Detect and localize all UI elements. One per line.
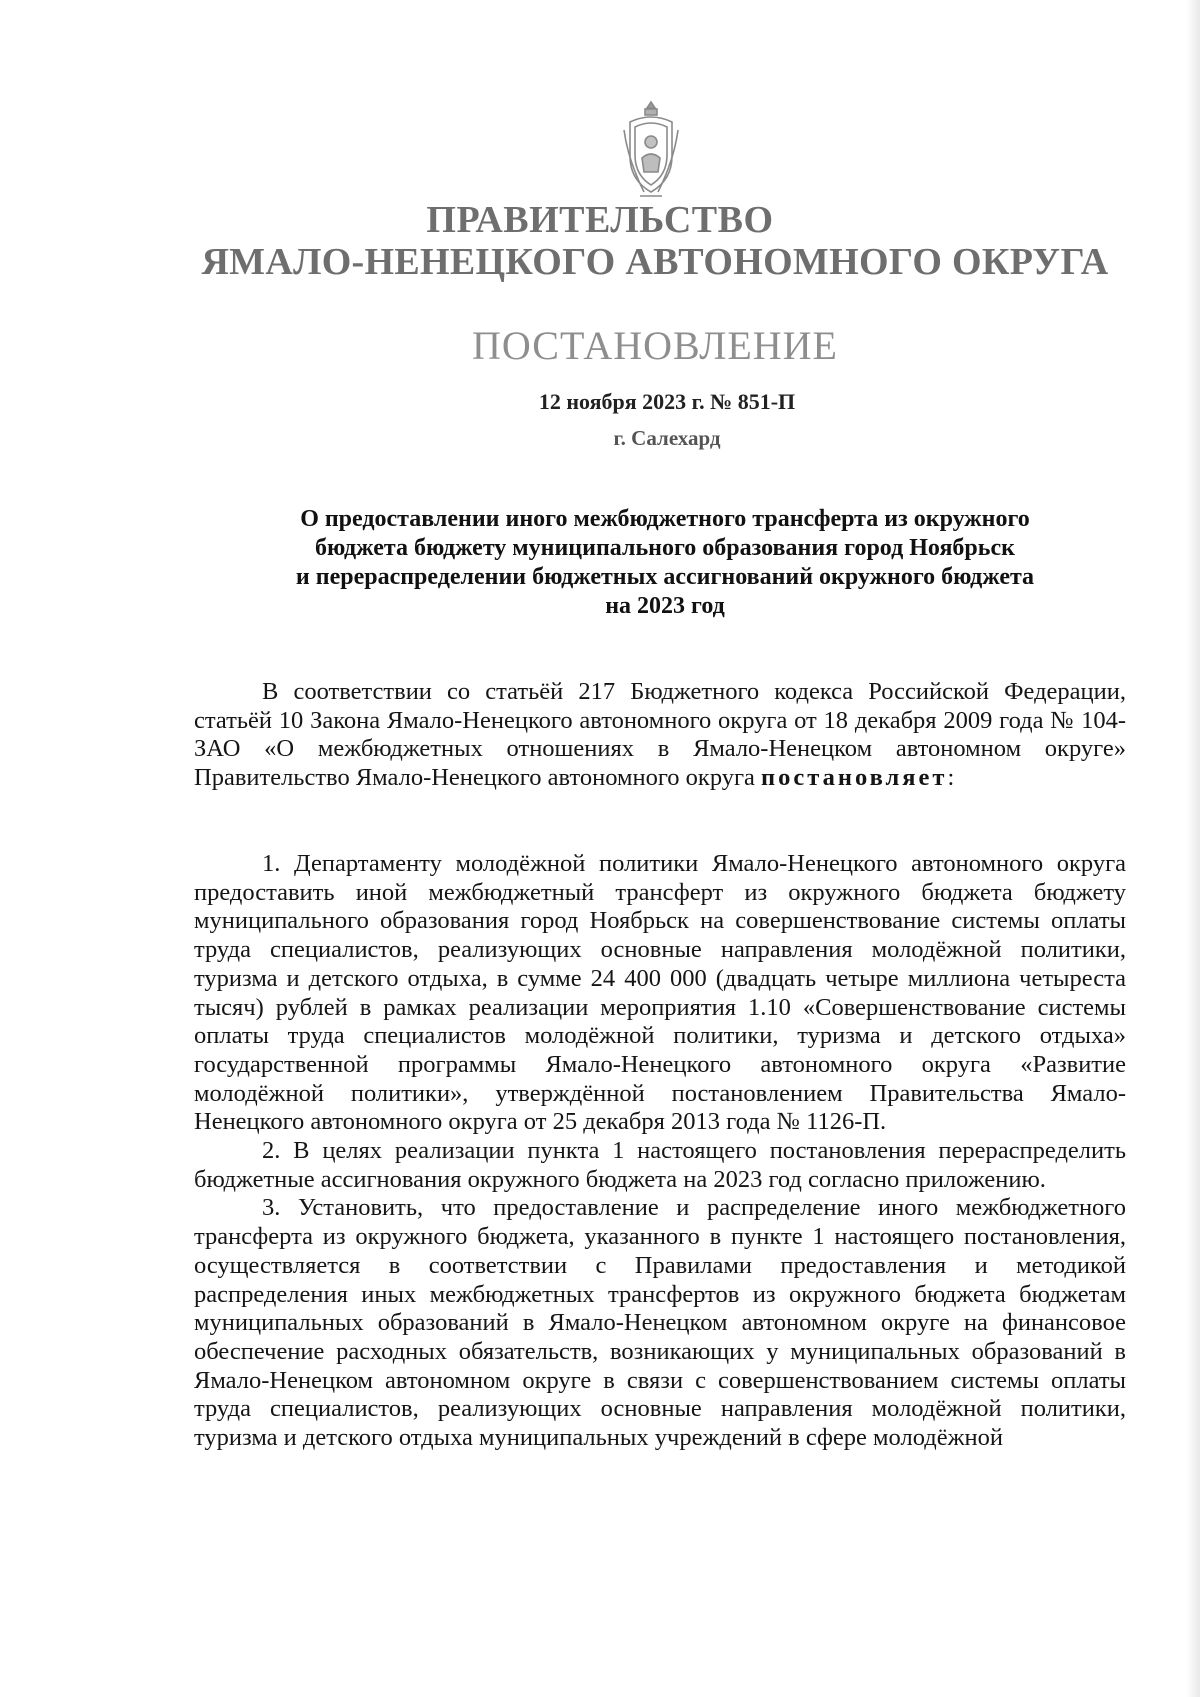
coat-of-arms-emblem — [622, 100, 680, 200]
preamble-paragraph — [194, 678, 1126, 793]
preamble-block — [194, 678, 1126, 793]
decree-items-block — [194, 850, 1126, 1453]
title-line: О предоставлении иного межбюджетного трансферта из окружного — [300, 506, 1030, 532]
decree-word: постановляет — [761, 764, 948, 792]
decree-item-3: 3. Установить, что предоставление и распределение иного межбюджетного трансферта из окружного бюджета, указанного в пункте 1 настоящего постановления, осуществляется в соответствии с Правилами предоставления и методикой распределения иных межбюджетных трансфертов из окружного бюджета бюджетам муниципальных образований в Ямало-Ненецком автономном округе на финансовое обеспечение расходных обязательств, возникающих у муниципальных образований в Ямало-Ненецком автономном округе в связи с совершенствованием системы оплаты труда специалистов, реализующих основные направления молодёжной политики, туризма и детского отдыха муниципальных учреждений в сфере молодёжной — [194, 1194, 1126, 1452]
preamble-colon: : — [947, 764, 955, 792]
document-title — [225, 505, 1105, 621]
government-name-line1: ПРАВИТЕЛЬСТВО — [426, 199, 774, 241]
title-line: на 2023 год — [605, 593, 725, 619]
document-type-heading: ПОСТАНОВЛЕНИЕ — [472, 323, 838, 368]
government-name-line2: ЯМАЛО-НЕНЕЦКОГО АВТОНОМНОГО ОКРУГА — [201, 241, 1109, 283]
decree-item-1: 1. Департаменту молодёжной политики Ямало-Ненецкого автономного округа предоставить иной межбюджетный трансферт из окружного бюджета бюджету муниципального образования город Ноябрьск на совершенствование системы оплаты труда специалистов, реализующих основные направления молодёжной политики, туризма и детского отдыха, в сумме 24 400 000 (двадцать четыре миллиона четыреста тысяч) рублей в рамках реализации мероприятия 1.10 «Совершенствование системы оплаты труда специалистов молодёжной политики, туризма и детского отдыха» государственной программы Ямало-Ненецкого автономного округа «Развитие молодёжной политики», утверждённой постановлением Правительства Ямало-Ненецкого автономного округа от 25 декабря 2013 года № 1126-П. — [194, 850, 1126, 1136]
date-and-number: 12 ноября 2023 г. № 851-П — [538, 389, 796, 414]
preamble-text: В соответствии со статьёй 217 Бюджетного кодекса Российской Федерации, статьёй 10 Закона Ямало-Ненецкого автономного округа от 18 декабря 2009 года № 104-ЗАО «О межбюджетных отношениях в Ямало-Ненецком автономном округе» Правительство Ямало-Ненецкого автономного округа — [194, 678, 1126, 792]
title-line: и перераспределении бюджетных ассигнований окружного бюджета — [295, 564, 1035, 590]
title-line: бюджета бюджету муниципального образования город Ноябрьск — [315, 535, 1015, 561]
city-of-issue: г. Салехард — [613, 426, 721, 450]
decree-item-2: 2. В целях реализации пункта 1 настоящего постановления перераспределить бюджетные ассигнования окружного бюджета на 2023 год согласно приложению. — [194, 1137, 1126, 1193]
